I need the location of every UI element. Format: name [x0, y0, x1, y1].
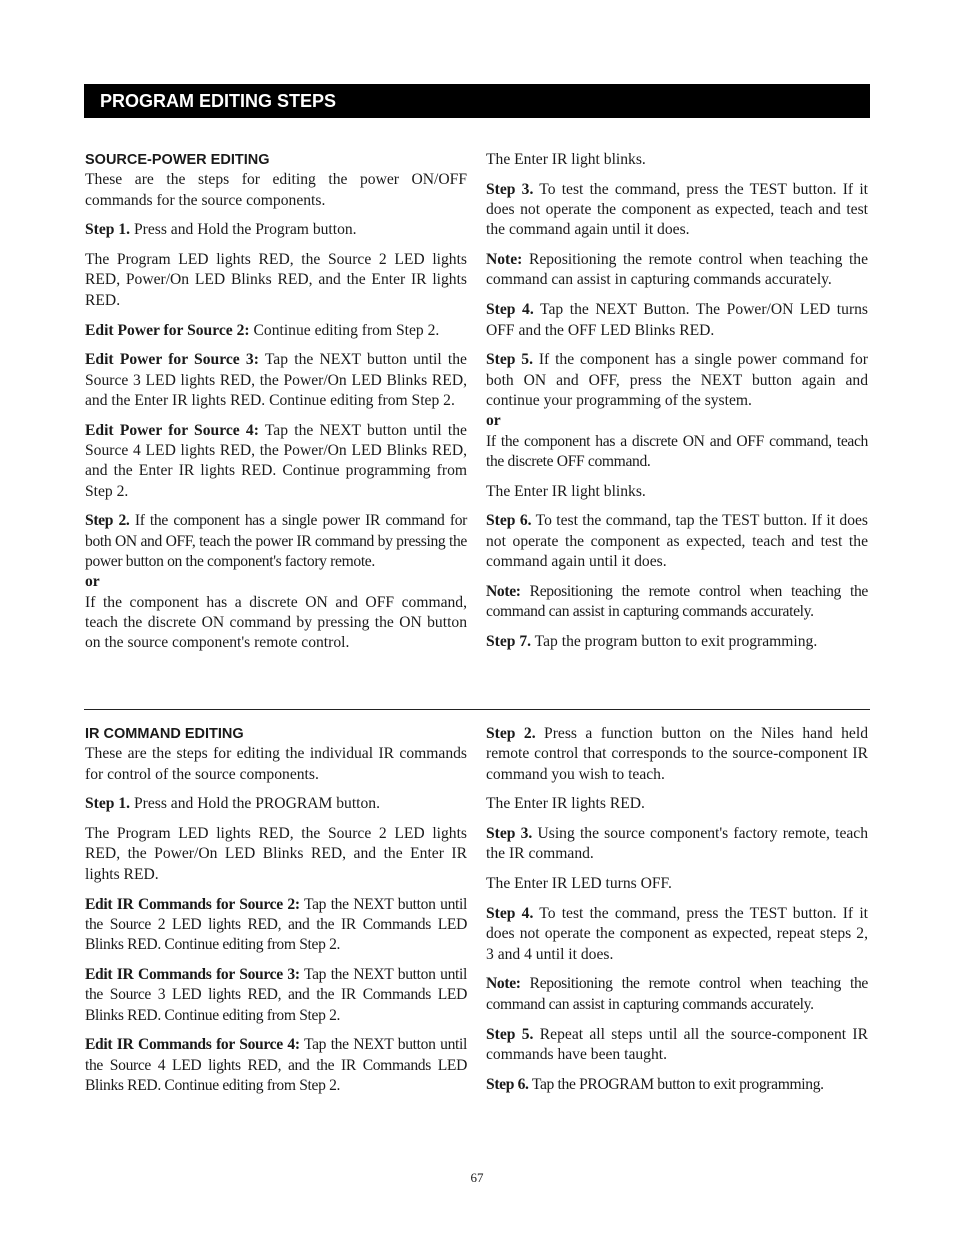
step-label: Step 4.: [486, 905, 534, 923]
note-label: Note:: [486, 975, 521, 993]
note-label: Note:: [486, 582, 521, 600]
step-label: Step 6.: [486, 1075, 529, 1093]
note-text: Repositioning the remote control when teaching the command can assist in capturing commands accurately.: [486, 582, 868, 621]
step-text: If the component has a single power IR command for both ON and OFF, teach the power IR command by pressing the power button on the component's factory remote.: [85, 512, 467, 571]
page-title-banner: [84, 84, 870, 118]
page-number: 67: [470, 1170, 484, 1185]
step-paragraph: [486, 904, 868, 965]
step-paragraph: [486, 511, 868, 572]
step-paragraph: [85, 794, 467, 814]
body-paragraph: The Program LED lights RED, the Source 2 LED lights RED, Power/On LED Blinks RED, and the Enter IR lights RED.: [85, 251, 467, 309]
edit-label: Edit Power for Source 3:: [85, 351, 259, 369]
step-text: Tap the PROGRAM button to exit programming.: [528, 1075, 824, 1093]
note-paragraph: [486, 250, 868, 291]
intro-paragraph: These are the steps for editing the individual IR commands for control of the source components.: [85, 745, 467, 783]
step-label: Step 7.: [486, 632, 532, 650]
step-label: Step 5.: [486, 1025, 534, 1043]
or-separator: or: [85, 573, 100, 591]
edit-text: Tap the NEXT button until the Source 4 LED lights RED, the Power/On LED Blinks RED, and the Enter IR lights RED. Continue programming from Step 2.: [85, 421, 467, 500]
note-paragraph: [486, 974, 868, 1015]
or-separator: or: [486, 412, 501, 430]
step-text: Press and Hold the PROGRAM button.: [130, 795, 381, 813]
edit-label: Edit IR Commands for Source 2:: [85, 895, 300, 913]
step-paragraph: [486, 724, 868, 785]
edit-text: Continue editing from Step 2.: [249, 321, 440, 339]
step-paragraph: [486, 824, 868, 865]
body-paragraph: If the component has a discrete ON and OFF command, teach the discrete ON command by pressing the ON button on the source component's remote control.: [85, 593, 467, 652]
edit-label: Edit Power for Source 4:: [85, 421, 259, 439]
step-text: Tap the program button to exit programming.: [531, 632, 818, 650]
edit-label: Edit IR Commands for Source 4:: [85, 1036, 300, 1054]
step-paragraph: [85, 511, 467, 572]
edit-text: Tap the NEXT button until the Source 2 LED lights RED, and the IR Commands LED Blinks RED. Continue editing from Step 2.: [85, 895, 467, 954]
ir-command-right-column: [486, 724, 868, 1104]
edit-label: Edit IR Commands for Source 3:: [85, 965, 300, 983]
source-power-left-column: [85, 150, 467, 663]
edit-label: Edit Power for Source 2:: [85, 321, 250, 339]
step-label: Step 5.: [486, 351, 534, 369]
body-paragraph: The Program LED lights RED, the Source 2 LED lights RED, the Power/On LED Blinks RED, and the Enter IR lights RED.: [85, 825, 467, 883]
step-label: Step 2.: [85, 512, 130, 530]
intro-paragraph: These are the steps for editing the power ON/OFF commands for the source components.: [85, 171, 467, 209]
step-text: To test the command, tap the TEST button. If it does not operate the component as expected, teach and test the command again until it does.: [486, 512, 868, 571]
step-text: Repeat all steps until all the source-component IR commands have been taught.: [486, 1025, 868, 1063]
edit-paragraph: [85, 965, 467, 1026]
body-paragraph: The Enter IR lights RED.: [486, 795, 645, 813]
step-label: Step 3.: [486, 825, 533, 843]
edit-paragraph: [85, 421, 467, 502]
step-label: Step 2.: [486, 725, 536, 742]
step-text: To test the command, press the TEST button. If it does not operate the component as expected, teach and test the command again until it does.: [486, 180, 868, 239]
step-text: If the component has a single power command for both ON and OFF, press the NEXT button again and continue your programming of the system.: [486, 351, 868, 409]
step-label: Step 1.: [85, 221, 131, 239]
step-paragraph: [486, 1075, 868, 1095]
edit-text: Tap the NEXT button until the Source 3 LED lights RED, and the IR Commands LED Blinks RED. Continue editing from Step 2.: [85, 965, 467, 1024]
step-label: Step 4.: [486, 301, 534, 319]
step-text: Press and Hold the Program button.: [130, 221, 357, 239]
edit-text: Tap the NEXT button until the Source 4 LED lights RED, and the IR Commands LED Blinks RED. Continue editing from Step 2.: [85, 1036, 467, 1094]
note-text: Repositioning the remote control when teaching the command can assist in capturing commands accurately.: [486, 251, 868, 289]
body-paragraph: If the component has a discrete ON and OFF command, teach the discrete OFF command.: [486, 432, 868, 470]
body-paragraph: The Enter IR LED turns OFF.: [486, 875, 672, 893]
section-divider: [84, 709, 870, 710]
step-label: Step 6.: [486, 512, 532, 530]
section-heading: IR COMMAND EDITING: [85, 726, 244, 742]
edit-text: Tap the NEXT button until the Source 3 LED lights RED, the Power/On LED Blinks RED, and the Enter IR lights RED. Continue editing from Step 2.: [85, 351, 467, 409]
step-text: To test the command, press the TEST button. If it does not operate the component as expected, repeat steps 2, 3 and 4 until it does.: [486, 905, 868, 963]
note-label: Note:: [486, 251, 523, 269]
section-heading: SOURCE-POWER EDITING: [85, 152, 270, 168]
step-paragraph: [486, 350, 868, 411]
body-paragraph: The Enter IR light blinks.: [486, 151, 646, 168]
step-text: Tap the NEXT Button. The Power/ON LED turns OFF and the OFF LED Blinks RED.: [486, 301, 868, 339]
note-text: Repositioning the remote control when teaching the command can assist in capturing commands accurately.: [486, 975, 868, 1013]
step-text: Press a function button on the Niles hand held remote control that corresponds to the source-component IR command you wish to teach.: [486, 725, 868, 783]
step-paragraph: [486, 632, 868, 652]
ir-command-left-column: [85, 724, 467, 1106]
source-power-right-column: [486, 150, 868, 662]
step-paragraph: [85, 220, 467, 240]
step-label: Step 1.: [85, 795, 131, 813]
step-label: Step 3.: [486, 180, 534, 198]
step-paragraph: [486, 300, 868, 341]
note-paragraph: [486, 582, 868, 623]
edit-paragraph: [85, 350, 467, 411]
step-text: Using the source component's factory remote, teach the IR command.: [486, 825, 868, 863]
step-paragraph: [486, 180, 868, 241]
step-paragraph: [486, 1025, 868, 1066]
page-title: PROGRAM EDITING STEPS: [100, 90, 337, 111]
edit-paragraph: [85, 895, 467, 956]
edit-paragraph: [85, 1035, 467, 1096]
body-paragraph: The Enter IR light blinks.: [486, 482, 646, 500]
edit-paragraph: [85, 321, 467, 341]
